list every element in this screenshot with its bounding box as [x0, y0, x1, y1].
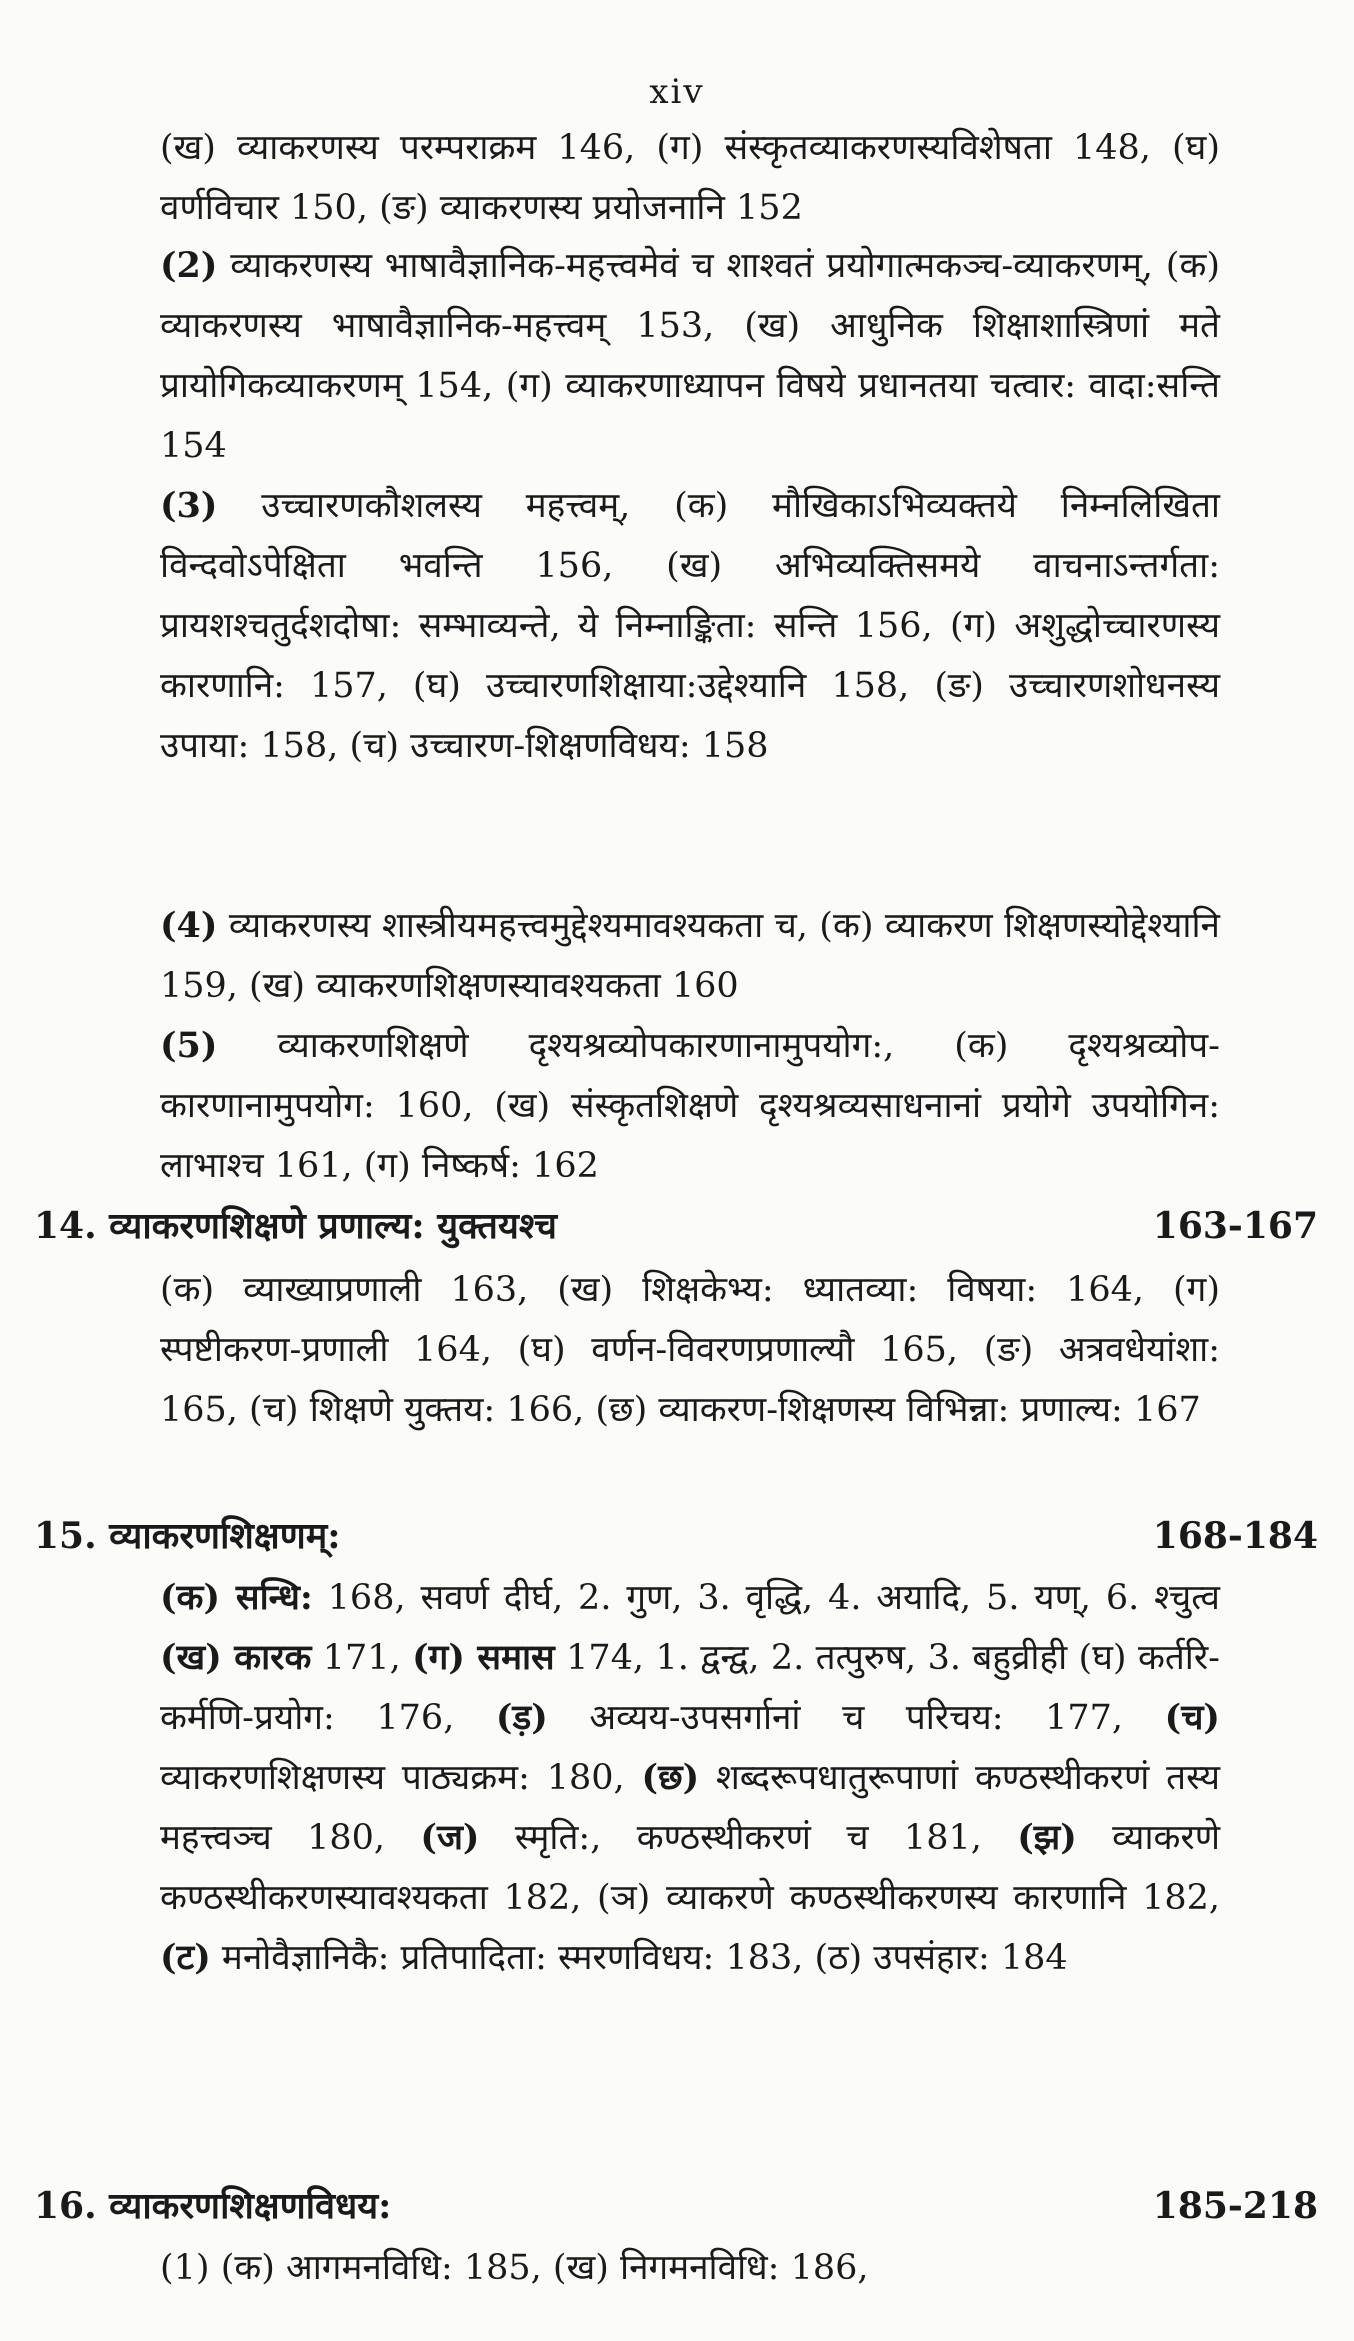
entry-text: 171,	[311, 1638, 413, 1678]
chapter-14-subentries	[160, 1260, 1220, 1440]
entry-text: व्याकरणस्य शास्त्रीयमहत्त्वमुद्देश्यमावश्यकता च, (क) व्याकरण शिक्षणस्योद्देश्यानि 159, (ख) व्याकरणशिक्षणस्यावश्यकता 160	[160, 906, 1220, 1006]
entry-text: व्याकरणस्य भाषावैज्ञानिक-महत्त्वमेवं च शाश्वतं प्रयोगात्मकञ्च-व्याकरणम्, (क) व्याकरणस्य भाषावैज्ञानिक-महत्त्वम् 153, (ख) आधुनिक शिक्षाशास्त्रिणां मते प्रायोगिकव्याकरणम् 154, (ग) व्याकरणाध्यापन विषये प्रधानतया चत्वार: वादा:सन्ति 154	[160, 246, 1220, 466]
contents-entry-13-continued	[160, 118, 1220, 238]
page-number: xiv	[649, 72, 705, 112]
bold-label: (ट)	[160, 1937, 211, 1978]
entry-text: (क) व्याख्याप्रणाली 163, (ख) शिक्षकेभ्य: ध्यातव्या: विषया: 164, (ग) स्पष्टीकरण-प्रणाली 164, (घ) वर्णन-विवरणप्रणाल्यौ 165, (ङ) अत्रवधेयांशा: 165, (च) शिक्षणे युक्तय: 166, (छ) व्याकरण-शिक्षणस्य विभिन्ना: प्रणाल्य: 167	[160, 1270, 1220, 1430]
entry-text: (1) (क) आगमनविधि: 185, (ख) निगमनविधि: 186,	[160, 2248, 869, 2288]
chapter-15-subentries	[160, 1568, 1220, 1988]
contents-entry-13-4	[160, 896, 1220, 1016]
entry-text: (ख) व्याकरणस्य परम्पराक्रम 146, (ग) संस्कृतव्याकरणस्यविशेषता 148, (घ) वर्णविचार 150, (ङ) व्याकरणस्य प्रयोजनानि 152	[160, 128, 1220, 228]
page-range: 168-184	[1152, 1515, 1318, 1557]
chapter-14-heading	[34, 1196, 1318, 1256]
contents-entry-13-3	[160, 476, 1220, 776]
entry-text: व्याकरणशिक्षणे दृश्यश्रव्योपकारणानामुपयोग:, (क) दृश्यश्रव्योप-कारणानामुपयोग: 160, (ख) संस्कृतशिक्षणे दृश्यश्रव्यसाधनानां प्रयोगे उपयोगिन: लाभाश्च 161, (ग) निष्कर्ष: 162	[160, 1026, 1220, 1186]
entry-text: 168, सवर्ण दीर्घ, 2. गुण, 3. वृद्धि, 4. अयादि, 5. यण्, 6. श्चुत्व	[312, 1578, 1220, 1618]
page-range: 185-218	[1152, 2185, 1318, 2227]
entry-text: अव्यय-उपसर्गानां च परिचय: 177,	[547, 1698, 1165, 1738]
entry-marker: (4)	[160, 905, 218, 946]
contents-entry-13-2	[160, 236, 1220, 476]
chapter-16-subentries	[160, 2238, 1220, 2298]
chapter-16-heading	[34, 2176, 1318, 2236]
bold-label: (ड़)	[495, 1697, 548, 1738]
bold-label: (झ)	[1017, 1817, 1077, 1858]
bold-label: (क) सन्धि:	[160, 1577, 313, 1618]
entry-text: व्याकरणशिक्षणस्य पाठ्यक्रम: 180,	[160, 1758, 642, 1798]
chapter-title: 16. व्याकरणशिक्षणविधय:	[34, 2185, 392, 2227]
entry-marker: (2)	[160, 245, 218, 286]
bold-label: (छ)	[641, 1757, 700, 1798]
contents-entry-13-5	[160, 1016, 1220, 1196]
bold-label: (ग) समास	[412, 1637, 555, 1678]
chapter-15-heading	[34, 1506, 1318, 1566]
entry-marker: (5)	[160, 1025, 218, 1066]
chapter-title: 14. व्याकरणशिक्षणे प्रणाल्य: युक्तयश्च	[34, 1205, 557, 1247]
page-range: 163-167	[1152, 1205, 1318, 1247]
entry-text: 174, 1. द्वन्द्व, 2. तत्पुरुष, 3. बहुव्रीही (घ) कर्तरि-कर्मणि-प्रयोग: 176,	[160, 1638, 1220, 1738]
entry-text: व्याकरणे कण्ठस्थीकरणस्यावश्यकता 182, (ञ) व्याकरणे कण्ठस्थीकरणस्य कारणानि 182,	[160, 1818, 1221, 1918]
entry-text: उच्चारणकौशलस्य महत्त्वम्, (क) मौखिकाऽभिव्यक्तये निम्नलिखिता विन्दवोऽपेक्षिता भवन्ति 156, (ख) अभिव्यक्तिसमये वाचनाऽन्तर्गता: प्रायशश्चतुर्दशदोषा: सम्भाव्यन्ते, ये निम्नाङ्किता: सन्ति 156, (ग) अशुद्धोच्चारणस्य कारणानि: 157, (घ) उच्चारणशिक्षाया:उद्देश्यानि 158, (ङ) उच्चारणशोधनस्य उपाया: 158, (च) उच्चारण-शिक्षणविधय: 158	[160, 486, 1220, 766]
bold-label: (ख) कारक	[160, 1637, 312, 1678]
bold-label: (च)	[1164, 1697, 1220, 1738]
entry-text: शब्दरूपधातुरूपाणां कण्ठस्थीकरणं तस्य महत्त्वञ्च 180,	[160, 1758, 1220, 1858]
entry-text: स्मृति:, कण्ठस्थीकरणं च 181,	[479, 1818, 1018, 1858]
entry-text: मनोवैज्ञानिकै: प्रतिपादिता: स्मरणविधय: 183, (ठ) उपसंहार: 184	[210, 1938, 1068, 1978]
entry-marker: (3)	[160, 485, 218, 526]
chapter-title: 15. व्याकरणशिक्षणम्:	[34, 1515, 341, 1557]
bold-label: (ज)	[420, 1817, 480, 1858]
